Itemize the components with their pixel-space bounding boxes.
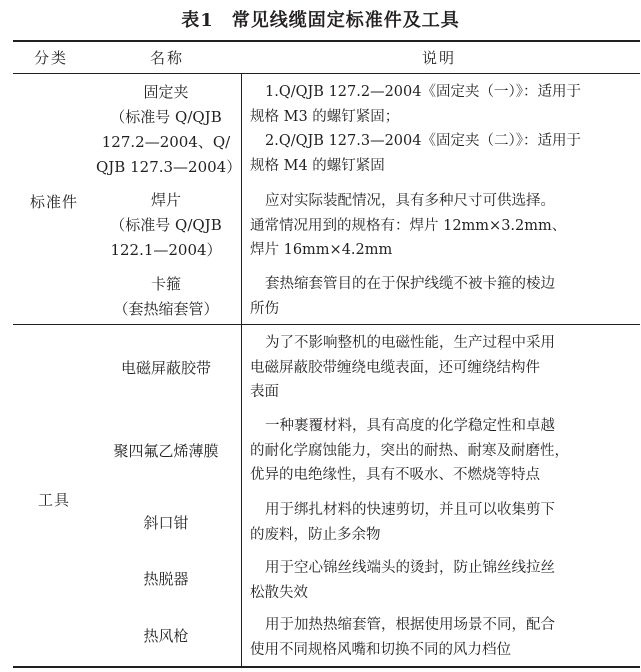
section-divider bbox=[13, 324, 640, 325]
desc-line: 用于加热热缩套管，根据使用场景不同，配合 bbox=[265, 617, 555, 633]
header-rule bbox=[13, 73, 640, 74]
item-description bbox=[250, 498, 636, 547]
desc-line: 一种裹覆材料，具有高度的化学稳定性和卓越 bbox=[265, 418, 555, 434]
item-description bbox=[250, 613, 636, 662]
category-tools: 工具 bbox=[37, 491, 70, 509]
name-line: 热风枪 bbox=[143, 627, 189, 645]
item-name bbox=[96, 439, 236, 464]
column-divider-standard bbox=[241, 73, 242, 325]
desc-line: 用于绑扎材料的快速剪切，并且可以收集剪下 bbox=[265, 502, 555, 518]
desc-line: 焊片 16mm×4.2mm bbox=[250, 242, 393, 258]
desc-line: 2.Q/QJB 127.3—2004《固定夹（二）》：适用于 bbox=[265, 133, 581, 149]
name-line: （标准号 Q/QJB bbox=[110, 216, 222, 234]
desc-line: 规格 M4 的螺钉紧固 bbox=[250, 157, 385, 174]
header-name: 名称 bbox=[150, 49, 185, 67]
item-description bbox=[250, 556, 636, 605]
item-name bbox=[96, 511, 236, 536]
desc-line: 为了不影响整机的电磁性能，生产过程中采用 bbox=[265, 335, 555, 351]
desc-line: 用于空心锦丝线端头的烫封，防止锦丝线拉丝 bbox=[265, 560, 555, 576]
item-description bbox=[250, 414, 636, 488]
name-line: 热脱器 bbox=[143, 570, 189, 588]
column-divider-tools bbox=[241, 324, 242, 666]
table-caption: 常见线缆固定标准件及工具 bbox=[231, 10, 460, 31]
item-name bbox=[96, 567, 236, 592]
name-line: 122.1—2004） bbox=[110, 241, 222, 259]
desc-line: 1.Q/QJB 127.2—2004《固定夹（一）》：适用于 bbox=[265, 84, 581, 100]
desc-line: 通常情况用到的规格有：焊片 12mm×3.2mm、 bbox=[250, 217, 567, 234]
item-description bbox=[250, 331, 636, 405]
desc-line: 套热缩套管目的在于保护线缆不被卡箍的棱边 bbox=[265, 276, 555, 292]
name-line: 焊片 bbox=[150, 191, 181, 209]
name-line: 卡箍 bbox=[150, 275, 181, 293]
top-rule bbox=[13, 40, 640, 42]
desc-line: 应对实际装配情况，具有多种尺寸可供选择。 bbox=[265, 193, 555, 209]
desc-line: 的废料，防止多余物 bbox=[250, 526, 381, 543]
item-name bbox=[96, 80, 242, 180]
item-name bbox=[96, 356, 236, 381]
name-line: 聚四氟乙烯薄膜 bbox=[113, 442, 219, 460]
header-category: 分类 bbox=[34, 49, 69, 67]
category-standard-parts: 标准件 bbox=[29, 193, 78, 211]
bottom-rule bbox=[13, 666, 640, 668]
table-number: 表1 bbox=[181, 10, 214, 31]
desc-line: 表面 bbox=[250, 384, 279, 400]
item-name bbox=[96, 624, 236, 649]
table-title bbox=[0, 6, 641, 32]
name-line: （套热缩套管） bbox=[113, 300, 219, 318]
desc-line: 规格 M3 的螺钉紧固； bbox=[250, 108, 400, 125]
name-line: QJB 127.3—2004） bbox=[96, 158, 242, 176]
name-line: 斜口钳 bbox=[143, 514, 189, 532]
name-line: 127.2—2004、Q/ bbox=[101, 133, 231, 151]
item-name bbox=[96, 188, 236, 263]
desc-line: 所伤 bbox=[250, 300, 279, 317]
item-name bbox=[96, 272, 236, 322]
desc-line: 使用不同规格风嘴和切换不同的风力档位 bbox=[250, 641, 511, 658]
desc-line: 优异的电绝缘性，具有不吸水、不燃烧等特点 bbox=[250, 467, 540, 483]
desc-line: 电磁屏蔽胶带缠绕电缆表面，还可缠绕结构件 bbox=[250, 359, 540, 376]
item-description bbox=[250, 272, 636, 321]
desc-line: 松散失效 bbox=[250, 584, 308, 601]
header-description: 说明 bbox=[422, 49, 457, 67]
item-description bbox=[250, 80, 636, 178]
name-line: 固定夹 bbox=[143, 83, 189, 101]
desc-line: 的耐化学腐蚀能力，突出的耐热、耐寒及耐磨性， bbox=[250, 442, 569, 459]
name-line: 电磁屏蔽胶带 bbox=[120, 359, 211, 377]
item-description bbox=[250, 189, 636, 263]
name-line: （标准号 Q/QJB bbox=[110, 108, 222, 126]
